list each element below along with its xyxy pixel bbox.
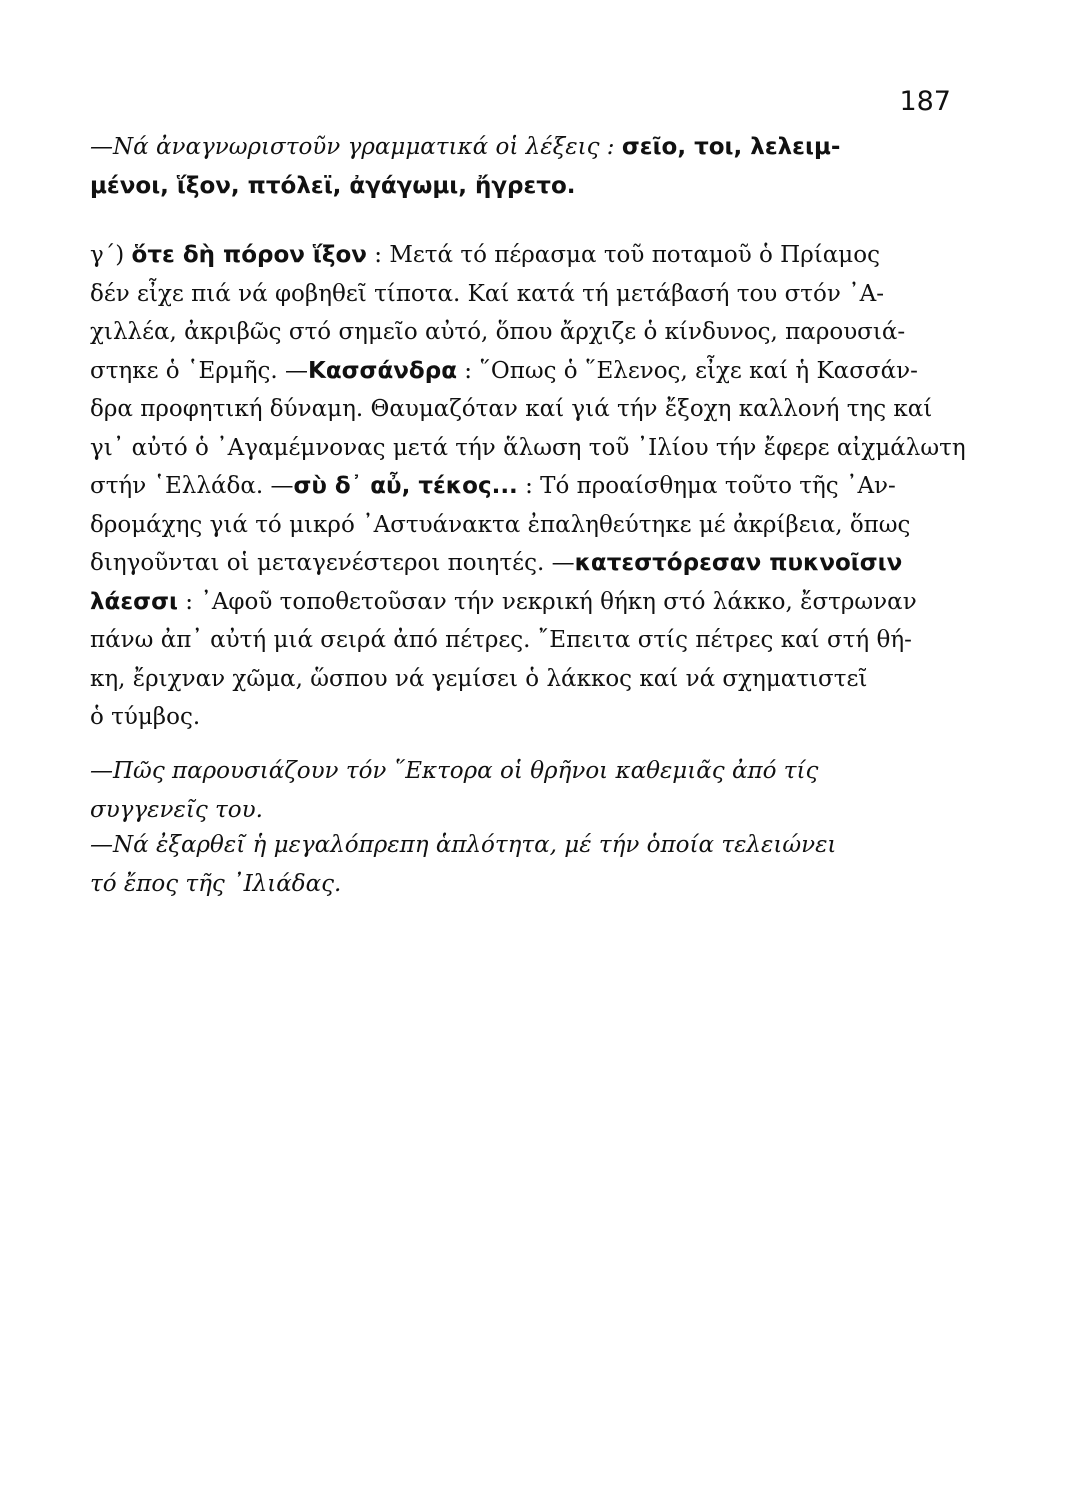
commentary-text: δρα προφητική δύναμη. Θαυμαζόταν καί γιά τήν ἔξοχη καλλονή της καί [90, 396, 933, 422]
commentary-line [90, 583, 952, 622]
question-ending-line-1: —Νά ἐξαρθεῖ ἡ μεγαλόπρεπη ἁπλότητα, μέ τήν ὁποία τελειώνει [90, 832, 837, 858]
commentary-line [90, 275, 952, 314]
question-intro: —Νά ἀναγνωριστοῦν γραμματικά οἱ λέξεις : [90, 134, 615, 160]
commentary-text: γ΄) [90, 242, 132, 268]
question-laments-line-2: συγγενεῖς του. [90, 796, 263, 823]
commentary-line [90, 621, 952, 660]
lemma-term: Κασσάνδρα [308, 357, 457, 384]
commentary-line [90, 313, 952, 352]
commentary-text: : Τό προαίσθημα τοῦτο τῆς ᾿Αν- [517, 473, 896, 499]
lemma-term: λάεσσι [90, 588, 178, 615]
question-laments [90, 752, 952, 829]
commentary-line [90, 506, 952, 545]
commentary-text: γι᾿ αὐτό ὁ ᾿Αγαμέμνονας μετά τήν ἅλωση τοῦ ᾿Ιλίου τήν ἔφερε αἰχμάλωτη [90, 434, 966, 461]
commentary-text: : ᾿Αφοῦ τοποθετοῦσαν τήν νεκρική θήκη στό λάκκο, ἔστρωναν [177, 588, 917, 615]
commentary-line [90, 467, 952, 506]
commentary-text: στήν ῾Ελλάδα. — [90, 473, 294, 499]
lemma-term: ὅτε δὴ πόρον ἵξον [131, 242, 367, 268]
commentary-line [90, 390, 952, 429]
commentary-text: στηκε ὁ ῾Ερμῆς. — [90, 357, 309, 384]
page-number: 187 [899, 86, 951, 117]
commentary-line [90, 236, 952, 275]
commentary-text: κη, ἔριχναν χῶμα, ὥσπου νά γεμίσει ὁ λάκκος καί νά σχηματιστεῖ [90, 665, 868, 692]
commentary-paragraph [90, 236, 966, 737]
greek-words-list-part2: μένοι, ἵξον, πτόλεϊ, ἀγάγωμι, ἤγρετο. [90, 172, 576, 199]
commentary-line [90, 698, 952, 737]
question-laments-line-1: —Πῶς παρουσιάζουν τόν ῞Εκτορα οἱ θρῆνοι καθεμιᾶς ἀπό τίς [90, 758, 819, 784]
question-ending [90, 826, 952, 903]
commentary-text: δέν εἶχε πιά νά φοβηθεῖ τίποτα. Καί κατά τή μετάβασή του στόν ᾿Α- [90, 280, 885, 307]
commentary-text: δρομάχης γιά τό μικρό ᾿Αστυάνακτα ἐπαληθεύτηκε μέ ἀκρίβεια, ὅπως [90, 511, 911, 538]
commentary-text: ὁ τύμβος. [90, 704, 201, 730]
question-grammar-words [90, 128, 952, 205]
commentary-text: χιλλέα, ἀκριβῶς στό σημεῖο αὐτό, ὅπου ἄρχιζε ὁ κίνδυνος, παρουσιά- [90, 319, 906, 345]
commentary-text: : Μετά τό πέρασμα τοῦ ποταμοῦ ὁ Πρίαμος [366, 242, 880, 268]
lemma-term: σὺ δ᾿ αὖ, τέκος... [293, 473, 518, 499]
commentary-line [90, 429, 966, 468]
commentary-text: διηγοῦνται οἱ μεταγενέστεροι ποιητές. — [90, 550, 575, 576]
commentary-line [90, 660, 952, 699]
commentary-line [90, 544, 952, 583]
commentary-text: : ῞Οπως ὁ ῞Ελενος, εἶχε καί ἡ Κασσάν- [457, 357, 918, 384]
greek-words-list-part1: σεῖο, τοι, λελειμ- [621, 134, 841, 160]
question-ending-line-2: τό ἔπος τῆς ᾿Ιλιάδας. [90, 870, 342, 897]
commentary-line [90, 352, 952, 391]
lemma-term: κατεστόρεσαν πυκνοῖσιν [574, 550, 903, 576]
question-line-1 [90, 128, 952, 167]
commentary-text: πάνω ἀπ᾿ αὐτή μιά σειρά ἀπό πέτρες. ῎Επειτα στίς πέτρες καί στή θή- [90, 627, 912, 653]
